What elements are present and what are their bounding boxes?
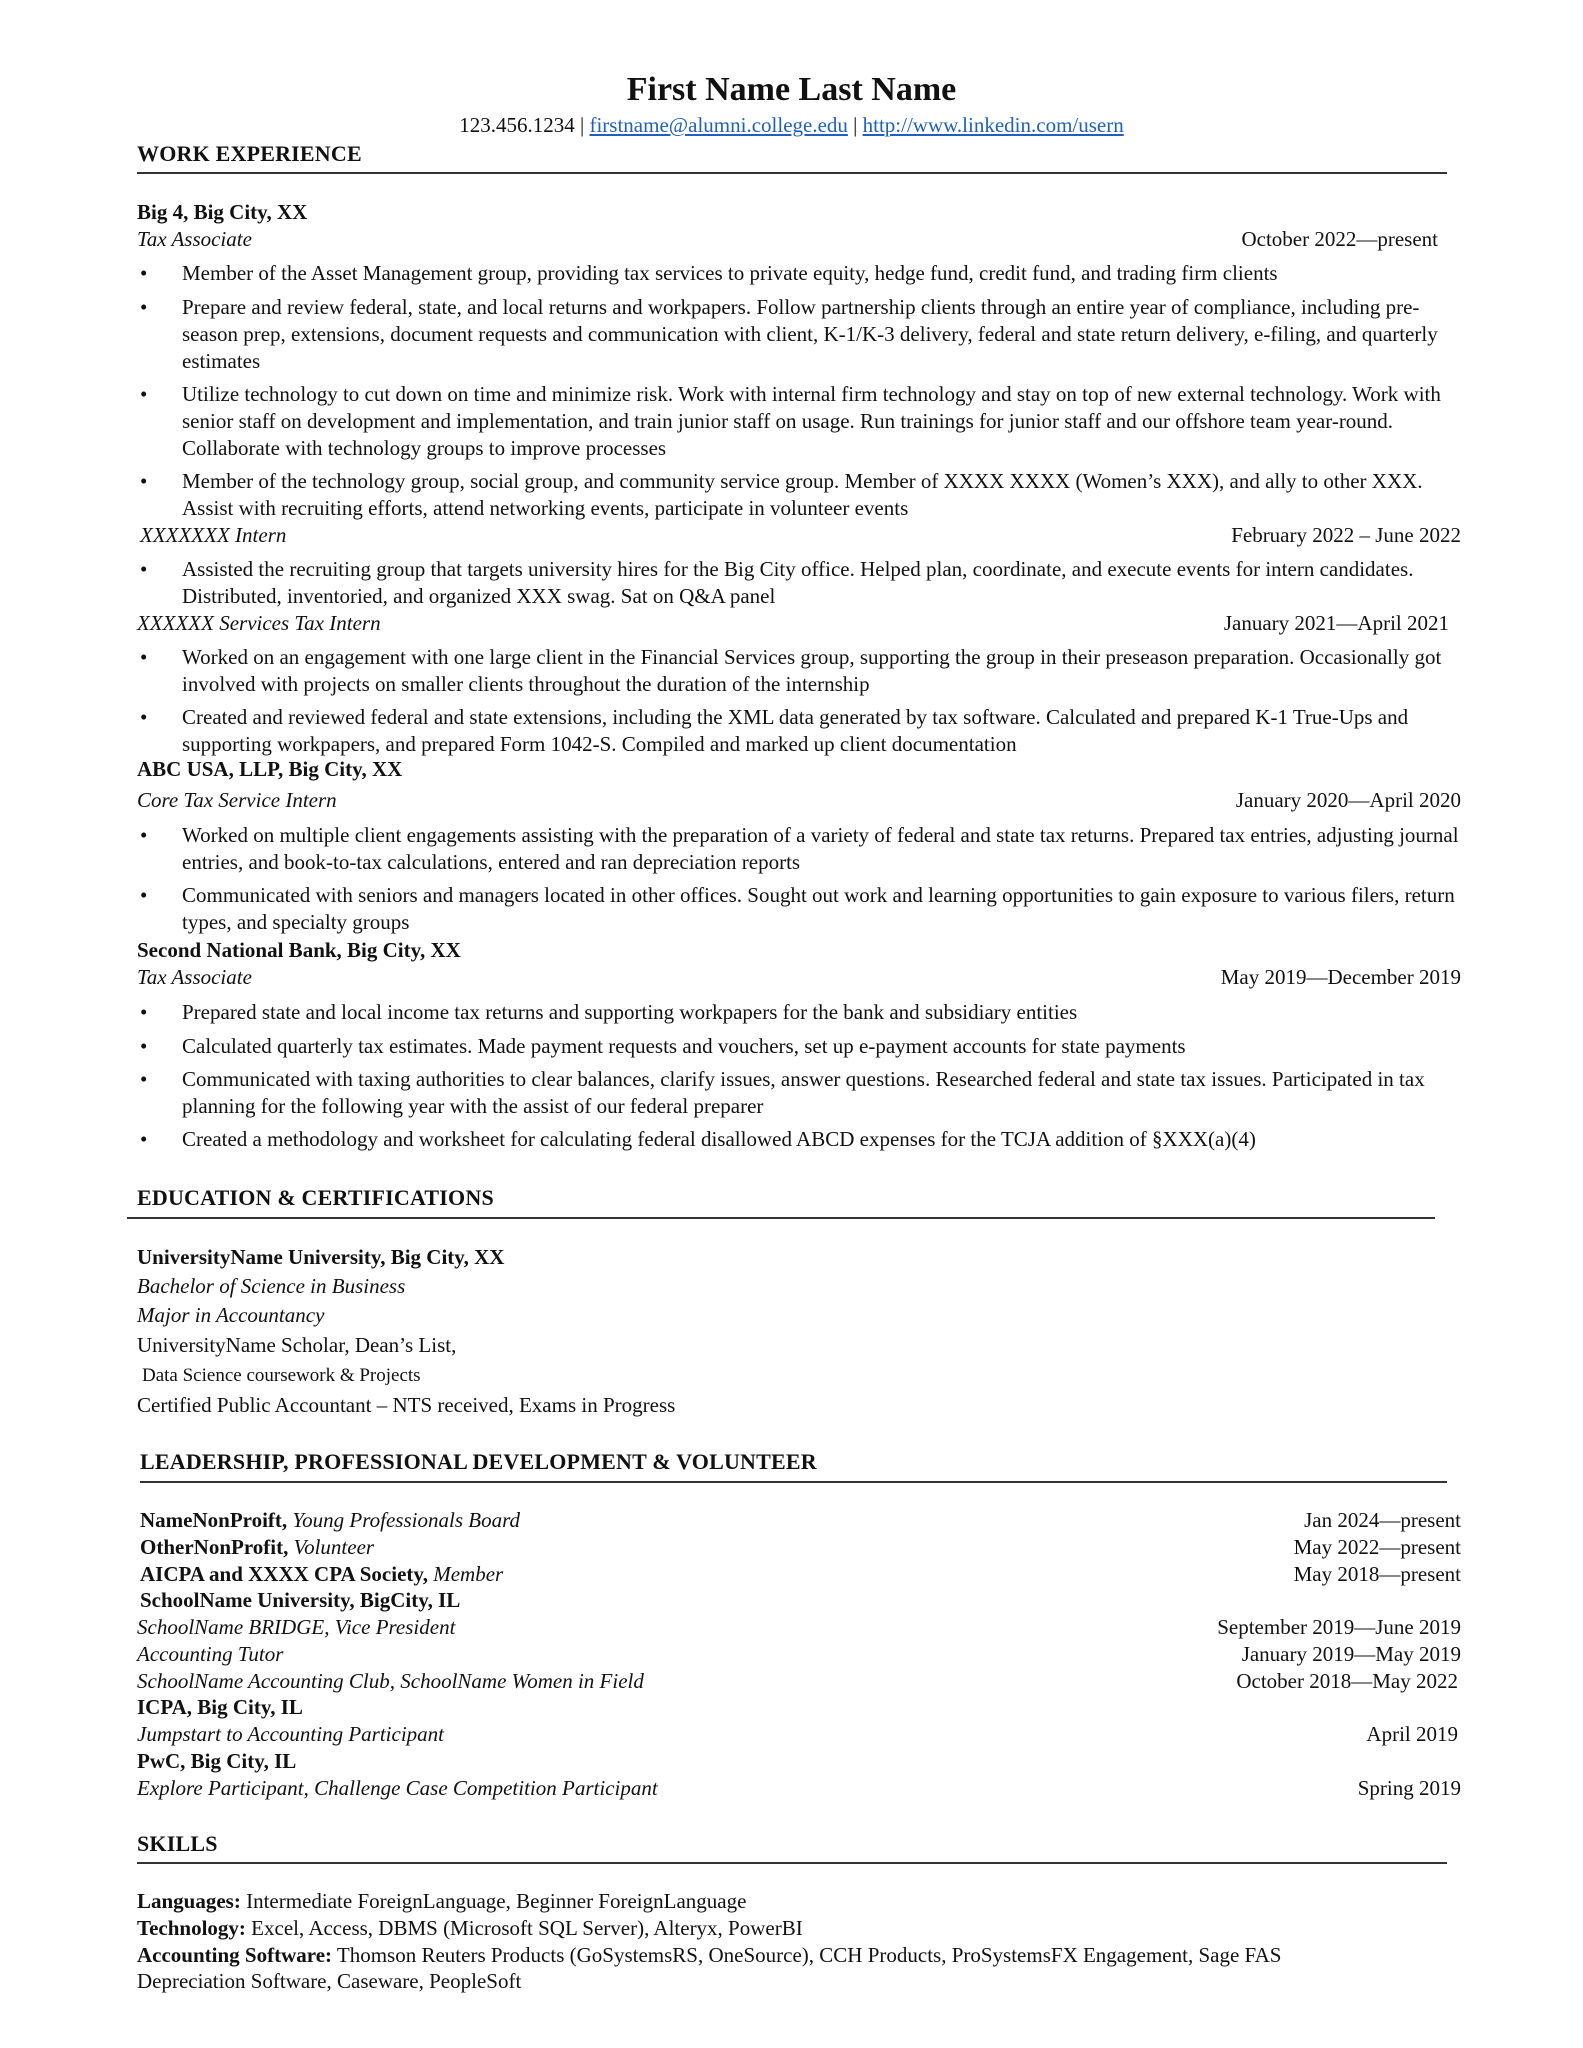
leadership-heading: LEADERSHIP, PROFESSIONAL DEVELOPMENT & VOLUNTEER [140, 1449, 817, 1474]
leadership-date: April 2019 [1366, 1722, 1458, 1746]
bullet-icon: • [140, 1000, 148, 1024]
employer-big4: Big 4, Big City, XX [137, 200, 308, 224]
bullet-icon: • [140, 1034, 148, 1058]
degree: Bachelor of Science in Business [137, 1274, 406, 1298]
contact-separator: | [847, 113, 863, 137]
honors: UniversityName Scholar, Dean’s List, [137, 1333, 457, 1357]
employer-abc: ABC USA, LLP, Big City, XX [137, 757, 403, 781]
leadership-date: May 2018—present [1293, 1562, 1461, 1586]
bullet-text: Worked on an engagement with one large client in the Financial Services group, supporting the group in their preseason preparation. Occasionally got involved with projects on smaller clients throughout the duration of the internship [182, 645, 1442, 696]
org-name: PwC, Big City, IL [137, 1749, 297, 1773]
org-role: Accounting Tutor [137, 1642, 284, 1666]
bullet-icon: • [140, 469, 148, 493]
bullet-icon: • [140, 557, 148, 581]
role-tax-associate: Tax Associate [137, 965, 252, 989]
role-services-tax-intern: XXXXXX Services Tax Intern [137, 611, 381, 635]
school-name: UniversityName University, Big City, XX [137, 1245, 505, 1269]
phone-number: 123.456.1234 | [459, 113, 590, 137]
bullet-text: Calculated quarterly tax estimates. Made payment requests and vouchers, set up e-payment accounts for state payments [182, 1034, 1186, 1058]
bullet-icon: • [140, 645, 148, 669]
bullet-text: Communicated with taxing authorities to clear balances, clarify issues, answer questions. Researched federal and state tax issues. Participated in tax planning for the following year with the assist of our federal preparer [182, 1067, 1425, 1118]
role-date: October 2022—present [1241, 227, 1438, 251]
email-link[interactable]: firstname@alumni.college.edu [589, 113, 848, 137]
org-role: Young Professionals Board [287, 1508, 520, 1532]
org-name: NameNonProift, [140, 1508, 288, 1532]
education-heading: EDUCATION & CERTIFICATIONS [137, 1185, 494, 1210]
role-date: May 2019—December 2019 [1220, 965, 1461, 989]
bullet-icon: • [140, 1067, 148, 1091]
bullet-text: Worked on multiple client engagements assisting with the preparation of a variety of federal and state tax returns. Prepared tax entries, adjusting journal entries, and book-to-tax calculations, entered and ran depreciation reports [182, 823, 1459, 874]
leadership-date: October 2018—May 2022 [1236, 1669, 1458, 1693]
org-role: Member [427, 1562, 504, 1586]
bullet-text: Utilize technology to cut down on time and minimize risk. Work with internal firm technology and stay on top of new external technology. Work with senior staff on development and implementation, and train junior staff on usage. Run trainings for junior staff and our offshore team year-round. Collaborate with technology groups to improve processes [182, 382, 1441, 460]
leadership-item [140, 1561, 503, 1588]
skills-value: Intermediate ForeignLanguage, Beginner ForeignLanguage [240, 1889, 747, 1913]
bullet-text: Communicated with seniors and managers located in other offices. Sought out work and learning opportunities to gain exposure to various filers, return types, and specialty groups [182, 883, 1455, 934]
org-name: SchoolName University, BigCity, IL [140, 1588, 461, 1612]
bullet-icon: • [140, 823, 148, 847]
bullet-text: Created a methodology and worksheet for calculating federal disallowed ABCD expenses for the TCJA addition of §XXX(a)(4) [182, 1127, 1256, 1151]
bullet-text: Created and reviewed federal and state extensions, including the XML data generated by tax software. Calculated and prepared K-1 True-Ups and supporting workpapers, and prepared Form 1042-S. Compiled and marked up client documentation [182, 705, 1409, 756]
skills-value: Thomson Reuters Products (GoSystemsRS, OneSource), CCH Products, ProSystemsFX Engagement, Sage FAS [332, 1943, 1282, 1967]
coursework: Data Science coursework & Projects [142, 1365, 421, 1386]
employer-second-national-bank: Second National Bank, Big City, XX [137, 938, 461, 962]
skills-languages [137, 1888, 746, 1915]
skills-label: Languages: [137, 1889, 241, 1913]
skills-technology [137, 1915, 803, 1942]
leadership-date: January 2019—May 2019 [1241, 1642, 1461, 1666]
org-role: Explore Participant, Challenge Case Competition Participant [137, 1776, 658, 1800]
leadership-date: Spring 2019 [1357, 1776, 1461, 1800]
skills-heading: SKILLS [137, 1831, 218, 1856]
org-role: SchoolName BRIDGE, Vice President [137, 1615, 456, 1639]
bullet-text: Member of the Asset Management group, providing tax services to private equity, hedge fund, credit fund, and trading firm clients [182, 261, 1278, 285]
leadership-item [140, 1534, 374, 1561]
section-divider [140, 1481, 1447, 1483]
bullet-text: Prepared state and local income tax returns and supporting workpapers for the bank and subsidiary entities [182, 1000, 1078, 1024]
role-date: January 2020—April 2020 [1235, 788, 1461, 812]
bullet-icon: • [140, 705, 148, 729]
leadership-date: September 2019—June 2019 [1217, 1615, 1461, 1639]
certification: Certified Public Accountant – NTS received, Exams in Progress [137, 1393, 676, 1417]
role-intern: XXXXXXX Intern [140, 523, 287, 547]
bullet-icon: • [140, 382, 148, 406]
skills-label: Technology: [137, 1916, 246, 1940]
bullet-icon: • [140, 883, 148, 907]
role-date: February 2022 – June 2022 [1231, 523, 1461, 547]
org-name: ICPA, Big City, IL [137, 1695, 303, 1719]
org-name: AICPA and XXXX CPA Society, [140, 1562, 428, 1586]
leadership-date: Jan 2024—present [1304, 1508, 1461, 1532]
candidate-name: First Name Last Name [626, 71, 957, 108]
leadership-date: May 2022—present [1293, 1535, 1461, 1559]
skills-value: Excel, Access, DBMS (Microsoft SQL Server), Alteryx, PowerBI [245, 1916, 803, 1940]
linkedin-link[interactable]: http://www.linkedin.com/usern [862, 113, 1124, 137]
org-role: Volunteer [288, 1535, 375, 1559]
bullet-icon: • [140, 261, 148, 285]
org-name: OtherNonProfit, [140, 1535, 289, 1559]
role-core-tax-intern: Core Tax Service Intern [137, 788, 337, 812]
section-divider [137, 172, 1447, 174]
section-divider [137, 1862, 1447, 1864]
skills-accounting [137, 1942, 1281, 1969]
bullet-text: Assisted the recruiting group that targets university hires for the Big City office. Helped plan, coordinate, and execute events for intern candidates. Distributed, inventoried, and organized XXX swag. Sat on Q&A panel [182, 557, 1414, 608]
org-role: Jumpstart to Accounting Participant [137, 1722, 445, 1746]
work-experience-heading: WORK EXPERIENCE [137, 141, 362, 166]
org-role: SchoolName Accounting Club, SchoolName Women in Field [137, 1669, 644, 1693]
leadership-item [140, 1507, 520, 1534]
section-divider [127, 1217, 1435, 1219]
skills-label: Accounting Software: [137, 1943, 333, 1967]
bullet-icon: • [140, 1127, 148, 1151]
major: Major in Accountancy [137, 1303, 325, 1327]
bullet-text: Member of the technology group, social group, and community service group. Member of XXXX XXXX (Women’s XXX), and ally to other XXX. Assist with recruiting efforts, attend networking events, participate in volunteer events [182, 469, 1423, 520]
contact-line [0, 112, 1583, 138]
role-date: January 2021—April 2021 [1223, 611, 1449, 635]
skills-accounting-cont: Depreciation Software, Caseware, PeopleSoft [137, 1969, 522, 1993]
bullet-icon: • [140, 295, 148, 319]
role-tax-associate: Tax Associate [137, 227, 252, 251]
bullet-text: Prepare and review federal, state, and local returns and workpapers. Follow partnership clients through an entire year of compliance, including pre-season prep, extensions, document requests and communication with client, K-1/K-3 delivery, federal and state return delivery, e-filing, and quarterly estimates [182, 295, 1438, 373]
